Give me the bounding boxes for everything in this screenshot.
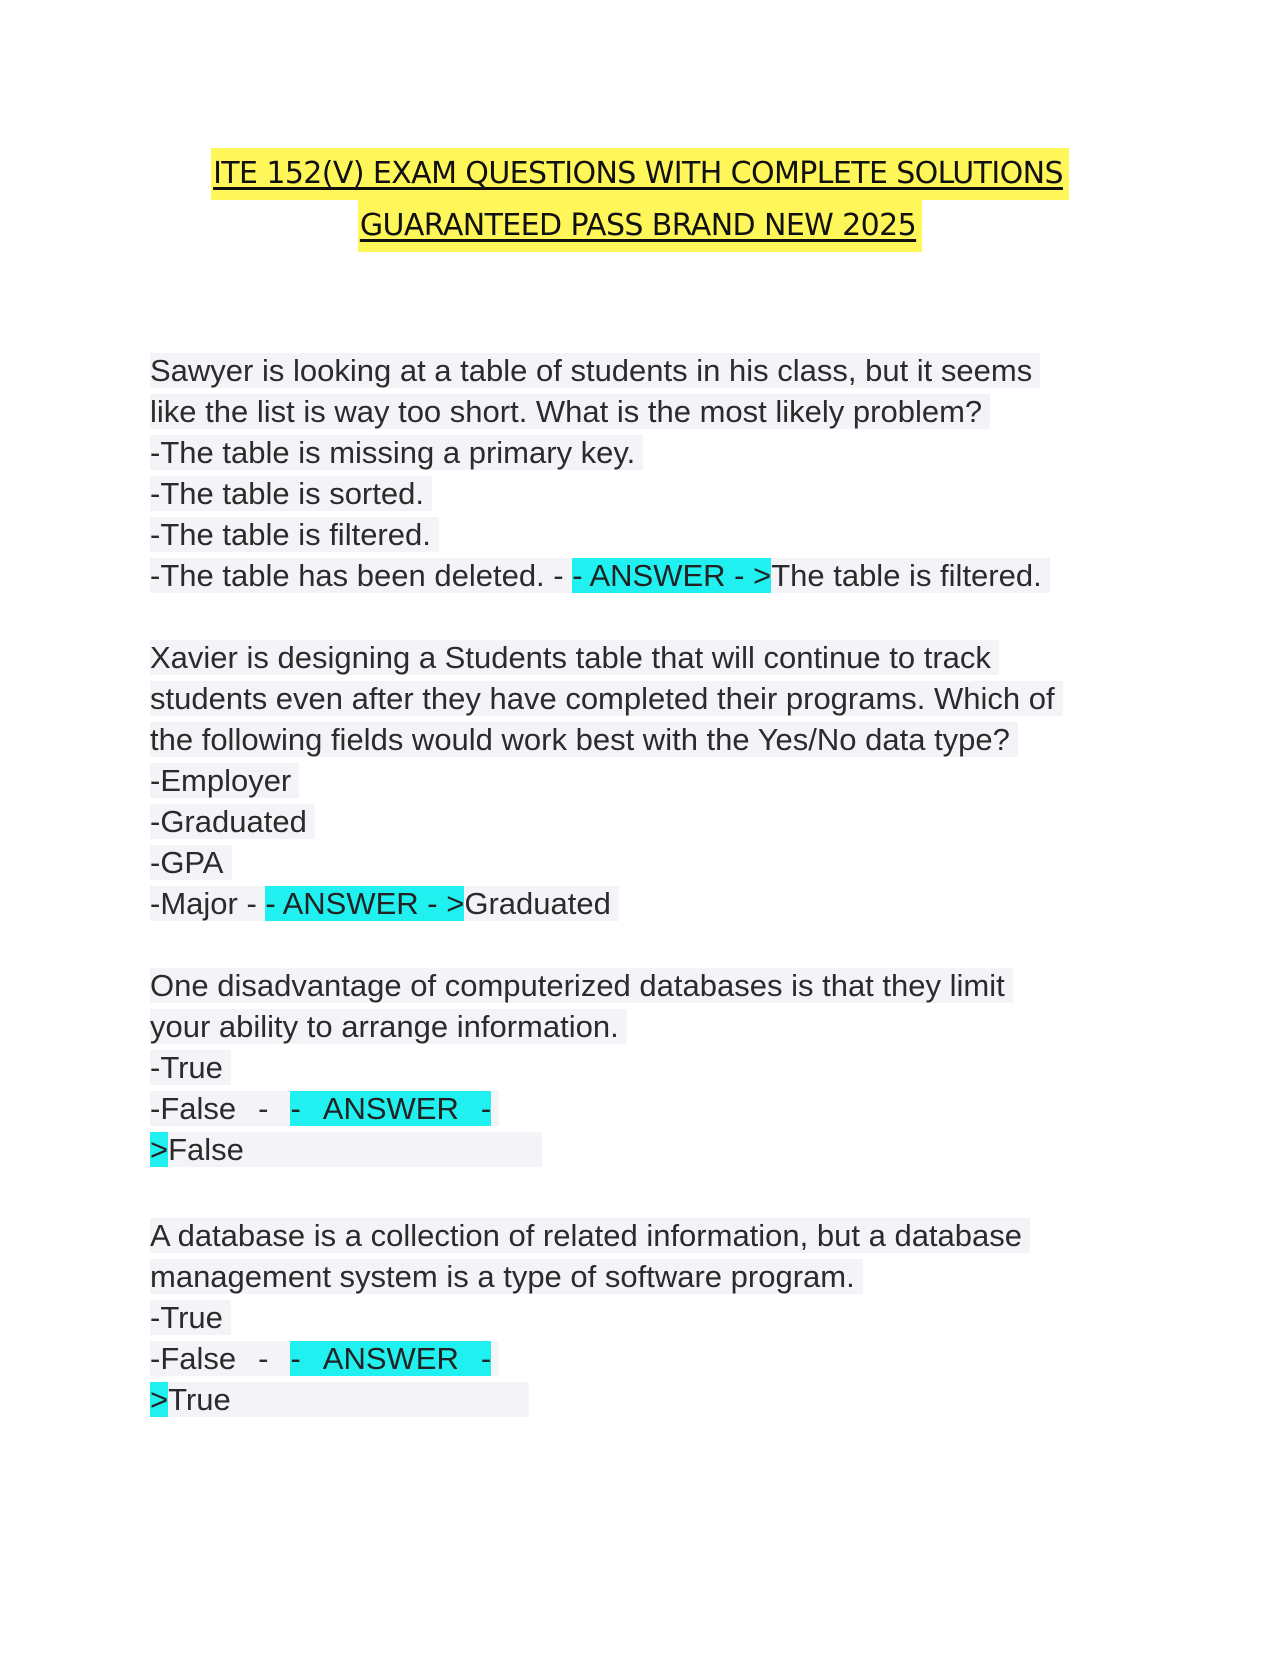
answer-option: -True <box>150 1300 231 1335</box>
answer-option: -Employer <box>150 763 299 798</box>
question-stem: your ability to arrange information. <box>150 1009 627 1044</box>
answer-option: -The table is missing a primary key. <box>150 435 643 470</box>
answer-marker: - ANSWER - > <box>572 558 772 593</box>
correct-answer: The table is filtered. <box>771 558 1042 593</box>
separator-dash: - <box>258 1341 269 1376</box>
question-3 <box>150 965 1130 1170</box>
question-1 <box>150 350 1130 596</box>
title-line-1: ITE 152(V) EXAM QUESTIONS WITH COMPLETE SOLUTIONS <box>211 148 1069 200</box>
correct-answer: True <box>168 1382 231 1417</box>
question-stem: like the list is way too short. What is the most likely problem? <box>150 394 990 429</box>
answer-marker: - ANSWER - > <box>265 886 465 921</box>
answer-option: -False <box>150 1091 237 1126</box>
answer-marker: - ANSWER - <box>290 1341 492 1376</box>
answer-option: -The table has been deleted. - <box>150 558 573 593</box>
answer-option: -True <box>150 1050 231 1085</box>
question-stem: A database is a collection of related information, but a database <box>150 1218 1030 1253</box>
answer-option: -The table is filtered. <box>150 517 439 552</box>
answer-option: -Major - <box>150 886 266 921</box>
answer-option: -GPA <box>150 845 232 880</box>
correct-answer: False <box>168 1132 244 1167</box>
document-title <box>0 148 1280 252</box>
question-stem: management system is a type of software program. <box>150 1259 863 1294</box>
answer-option: -The table is sorted. <box>150 476 432 511</box>
answer-option: -Graduated <box>150 804 315 839</box>
question-stem: One disadvantage of computerized databases is that they limit <box>150 968 1013 1003</box>
answer-option: -False <box>150 1341 237 1376</box>
correct-answer: Graduated <box>464 886 611 921</box>
title-line-2: GUARANTEED PASS BRAND NEW 2025 <box>358 200 922 252</box>
answer-marker-end: > <box>150 1132 169 1167</box>
question-stem: the following fields would work best with the Yes/No data type? <box>150 722 1018 757</box>
separator-dash: - <box>258 1091 269 1126</box>
question-2 <box>150 637 1130 924</box>
question-stem: Sawyer is looking at a table of students in his class, but it seems <box>150 353 1040 388</box>
question-stem: Xavier is designing a Students table that will continue to track <box>150 640 999 675</box>
question-stem: students even after they have completed their programs. Which of <box>150 681 1063 716</box>
answer-marker: - ANSWER - <box>290 1091 492 1126</box>
question-4 <box>150 1215 1130 1420</box>
answer-marker-end: > <box>150 1382 169 1417</box>
